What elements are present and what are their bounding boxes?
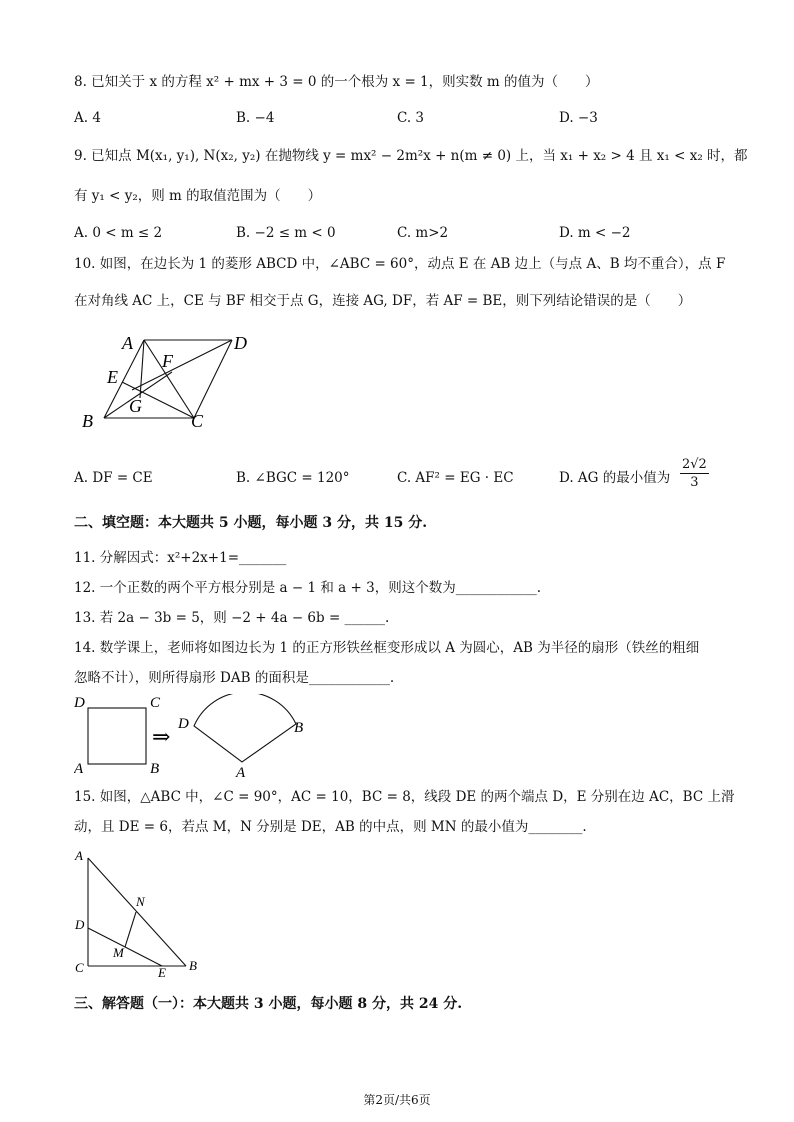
q15-stem-line1: 15. 如图，△ABC 中，∠C = 90°，AC = 10，BC = 8，线段 DE 的两个端点 D，E 分别在边 AC，BC 上滑: [74, 789, 735, 805]
arrow-icon: ⇒: [152, 724, 171, 749]
q14-stem-line1: 14. 数学课上，老师将如图边长为 1 的正方形铁丝框变形成以 A 为圆心，AB 为半径的扇形（铁丝的粗细: [74, 640, 700, 656]
rhombus-figure: [74, 330, 274, 432]
rhombus-label-e: E: [107, 367, 118, 387]
q8-option-c: C. 3: [397, 110, 425, 126]
square-label-b: B: [150, 761, 160, 777]
sector-label-a: A: [236, 765, 246, 780]
triangle-label-a: A: [75, 848, 83, 863]
square-to-sector-figure: [74, 694, 334, 780]
triangle-label-e: E: [158, 965, 166, 978]
q8-option-b: B. −4: [236, 110, 275, 126]
q9-stem-line1: 9. 已知点 M(x₁, y₁), N(x₂, y₂) 在抛物线 y = mx² − 2m²x + n(m ≠ 0) 上，当 x₁ + x₂ > 4 且 x₁ < x₂ 时，都: [74, 148, 748, 164]
q10-option-b: B. ∠BGC = 120°: [236, 470, 350, 486]
sector-label-b: B: [294, 720, 304, 736]
q10-option-d-fraction: [680, 456, 709, 491]
rhombus-label-g: G: [129, 396, 142, 416]
rhombus-label-b: B: [82, 411, 93, 431]
q9-option-a: A. 0 < m ≤ 2: [74, 225, 163, 241]
rhombus-label-d: D: [234, 333, 247, 353]
q10-stem-line1: 10. 如图，在边长为 1 的菱形 ABCD 中，∠ABC = 60°，动点 E 在 AB 边上（与点 A、B 均不重合），点 F: [74, 256, 726, 272]
q10-option-d: D. AG 的最小值为: [559, 470, 671, 486]
q9-option-d: D. m < −2: [559, 225, 631, 241]
q11-text: 11. 分解因式：x²+2x+1=_______: [74, 550, 287, 566]
square-label-a: A: [74, 761, 84, 777]
triangle-label-b: B: [189, 958, 197, 973]
square-label-d: D: [74, 695, 85, 711]
sector-label-d: D: [178, 716, 189, 732]
triangle-label-c: C: [75, 960, 84, 975]
section-two-heading: 二、填空题：本大题共 5 小题，每小题 3 分，共 15 分.: [74, 515, 428, 531]
triangle-figure: [72, 848, 212, 978]
rhombus-label-a: A: [122, 333, 133, 353]
triangle-label-m: M: [113, 945, 124, 960]
q14-stem-line2: 忽略不计），则所得扇形 DAB 的面积是____________.: [74, 670, 395, 686]
fraction-denominator: 3: [690, 475, 699, 490]
q9-option-c: C. m>2: [397, 225, 449, 241]
section-three-heading: 三、解答题（一）：本大题共 3 小题，每小题 8 分，共 24 分.: [74, 996, 463, 1012]
q8-option-d: D. −3: [559, 110, 598, 126]
q13-text: 13. 若 2a − 3b = 5，则 −2 + 4a − 6b = ______.: [74, 610, 390, 626]
rhombus-label-f: F: [162, 351, 173, 371]
fraction-numerator: 2√2: [682, 457, 707, 472]
q10-option-a: A. DF = CE: [74, 470, 153, 486]
q10-option-c: C. AF² = EG · EC: [397, 470, 514, 486]
q8-stem: 8. 已知关于 x 的方程 x² + mx + 3 = 0 的一个根为 x = 1，则实数 m 的值为（ ）: [74, 74, 599, 90]
triangle-label-n: N: [136, 894, 145, 909]
q8-option-a: A. 4: [74, 110, 101, 126]
page-footer: 第2页/共6页: [363, 1093, 431, 1107]
triangle-label-d: D: [75, 917, 85, 932]
rhombus-label-c: C: [191, 411, 204, 431]
q15-stem-line2: 动，且 DE = 6，若点 M，N 分别是 DE，AB 的中点，则 MN 的最小值为________.: [74, 819, 587, 835]
q9-option-b: B. −2 ≤ m < 0: [236, 225, 336, 241]
q10-stem-line2: 在对角线 AC 上，CE 与 BF 相交于点 G，连接 AG, DF，若 AF = BE，则下列结论错误的是（ ）: [74, 293, 692, 309]
q9-stem-line2: 有 y₁ < y₂，则 m 的取值范围为（ ）: [74, 188, 322, 204]
square-label-c: C: [150, 695, 161, 711]
q12-text: 12. 一个正数的两个平方根分别是 a − 1 和 a + 3，则这个数为____________.: [74, 580, 541, 596]
